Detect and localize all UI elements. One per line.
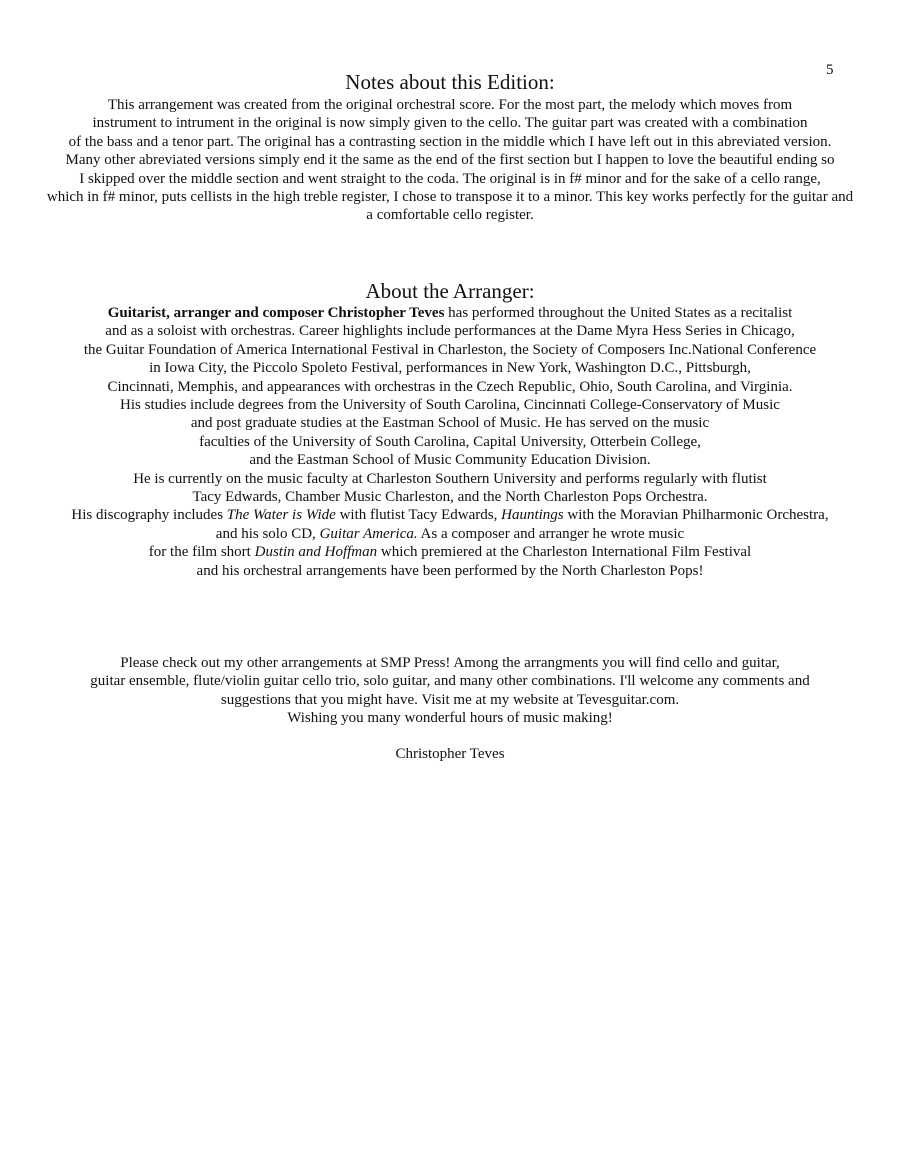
about-line: His studies include degrees from the University of South Carolina, Cincinnati College-Conservatory of Music xyxy=(120,397,780,414)
closing-line: guitar ensemble, flute/violin guitar cello trio, solo guitar, and many other combinations. I'll welcome any comments and xyxy=(90,673,810,690)
notes-line: which in f# minor, puts cellists in the high treble register, I chose to transpose it to a minor. This key works perfectly for the guitar and xyxy=(46,189,854,206)
about-line: and as a soloist with orchestras. Career highlights include performances at the Dame Myra Hess Series in Chicago, xyxy=(105,323,795,340)
about-text: and his solo CD, xyxy=(215,525,320,542)
album-title: The Water is Wide xyxy=(226,507,336,524)
notes-line: I skipped over the middle section and went straight to the coda. The original is in f# minor and for the sake of a cello range, xyxy=(79,170,821,187)
notes-line: Many other abreviated versions simply end it the same as the end of the first section but I happen to love the beautiful ending so xyxy=(65,152,835,169)
page-number: 5 xyxy=(826,62,834,78)
about-line: and his orchestral arrangements have been performed by the North Charleston Pops! xyxy=(196,562,704,579)
film-title: Dustin and Hoffman xyxy=(254,544,378,561)
solo-cd-line xyxy=(0,525,900,543)
about-line: the Guitar Foundation of America International Festival in Charleston, the Society of Composers Inc.National Conference xyxy=(83,341,817,358)
about-text: As a composer and arranger he wrote music xyxy=(417,525,685,542)
signature xyxy=(0,745,900,763)
about-text: with the Moravian Philharmonic Orchestra, xyxy=(563,507,829,524)
about-text: has performed throughout the United States as a recitalist xyxy=(444,305,793,321)
closing-line: Please check out my other arrangements at SMP Press! Among the arrangments you will find cello and guitar, xyxy=(120,655,780,671)
discography-line xyxy=(0,506,900,524)
album-title: Guitar America. xyxy=(319,525,418,542)
about-line: in Iowa City, the Piccolo Spoleto Festival, performances in New York, Washington D.C., Pittsburgh, xyxy=(149,360,751,377)
signature-name: Christopher Teves xyxy=(395,746,505,762)
about-line xyxy=(0,304,900,322)
notes-line: instrument to intrument in the original is now simply given to the cello. The guitar part was created with a combination xyxy=(92,115,808,132)
about-text: His discography includes xyxy=(71,507,227,524)
notes-paragraph xyxy=(0,96,900,225)
album-title: Hauntings xyxy=(501,507,564,524)
closing-paragraph xyxy=(0,654,900,728)
closing-line: Wishing you many wonderful hours of music making! xyxy=(287,710,613,727)
notes-line: a comfortable cello register. xyxy=(366,207,534,224)
about-line: and the Eastman School of Music Community Education Division. xyxy=(249,452,651,469)
about-paragraph xyxy=(0,304,900,580)
about-text: with flutist Tacy Edwards, xyxy=(335,507,502,524)
about-line: faculties of the University of South Carolina, Capital University, Otterbein College, xyxy=(199,433,701,450)
notes-heading: Notes about this Edition: xyxy=(345,70,555,94)
about-line: and post graduate studies at the Eastman School of Music. He has served on the music xyxy=(190,415,710,432)
about-text: for the film short xyxy=(148,544,255,561)
closing-line: suggestions that you might have. Visit me at my website at Tevesguitar.com. xyxy=(220,691,680,708)
about-line: He is currently on the music faculty at Charleston Southern University and performs regularly with flutist xyxy=(133,470,767,487)
notes-line: This arrangement was created from the original orchestral score. For the most part, the melody which moves from xyxy=(107,97,793,113)
about-text: which premiered at the Charleston International Film Festival xyxy=(377,544,752,561)
about-line: Cincinnati, Memphis, and appearances with orchestras in the Czech Republic, Ohio, South Carolina, and Virginia. xyxy=(107,378,793,395)
about-heading: About the Arranger: xyxy=(365,279,535,303)
film-line xyxy=(0,543,900,561)
about-line: Tacy Edwards, Chamber Music Charleston, and the North Charleston Pops Orchestra. xyxy=(192,489,708,506)
notes-line: of the bass and a tenor part. The original has a contrasting section in the middle which I have left out in this abreviated version. xyxy=(68,133,832,150)
arranger-name-bold: Guitarist, arranger and composer Christopher Teves xyxy=(107,305,445,321)
